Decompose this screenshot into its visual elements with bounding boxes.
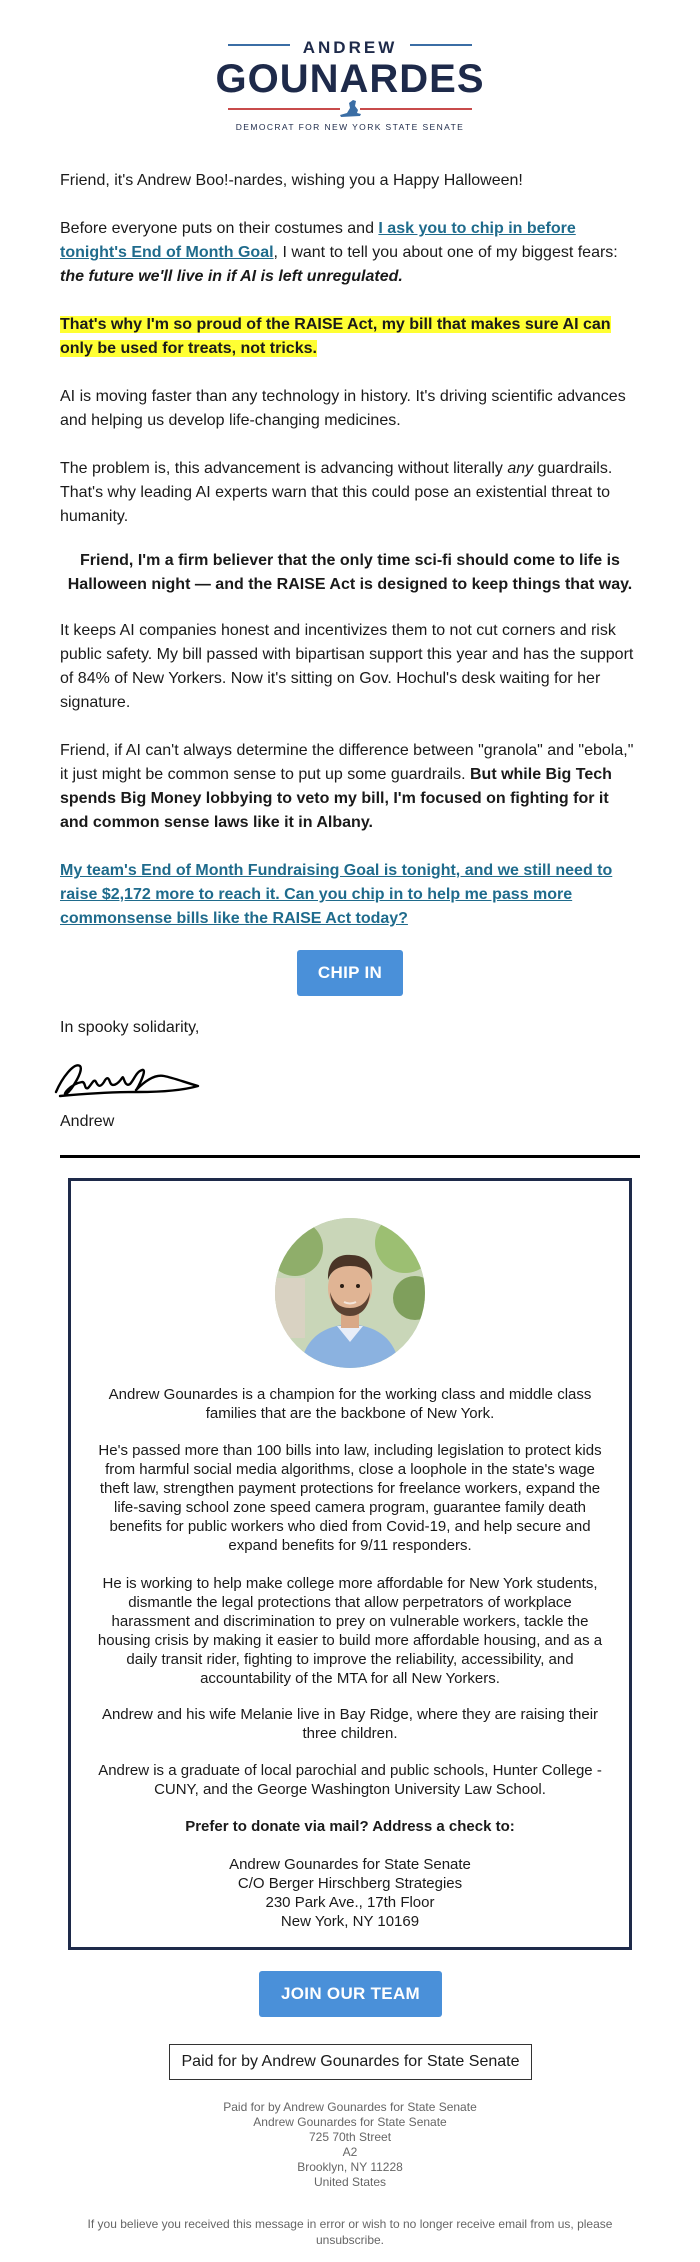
mail-address-line: New York, NY 10169 — [280, 1913, 420, 1930]
footer-line: A2 — [342, 2145, 358, 2159]
mail-heading: Prefer to donate via mail? Address a check to: — [185, 1818, 515, 1835]
chip-in-button[interactable]: CHIP IN — [297, 950, 403, 996]
section-divider — [60, 1155, 640, 1158]
granola-bold: But while Big Tech spends Big Money lobbying to veto my bill, I'm focused on fighting for it and common sense laws like it in Albany. — [60, 766, 612, 831]
signoff-name: Andrew — [60, 1113, 115, 1130]
closing-text: In spooky solidarity, — [60, 1019, 200, 1036]
logo-rule — [228, 108, 340, 110]
bio-paragraph: Andrew and his wife Melanie live in Bay Ridge, where they are raising their three children. — [101, 1706, 599, 1742]
bill-paragraph: It keeps AI companies honest and incentivizes them to not cut corners and risk public safety. My bill passed with bipartisan support this year and has the support of 84% of New Yorkers. Now it's sitting on Gov. Hochul's desk waiting for her signature. — [60, 622, 634, 711]
bio-box — [68, 1178, 632, 1950]
intro-text-cont: , I want to tell you about one of my biggest fears: — [273, 244, 618, 261]
intro-emphasis: the future we'll live in if AI is left unregulated. — [60, 268, 403, 285]
granola-paragraph — [60, 739, 640, 835]
logo-rule — [360, 108, 472, 110]
ai-paragraph: AI is moving faster than any technology in history. It's driving scientific advances and helping us develop life-changing medicines. — [60, 388, 626, 429]
intro-text: Before everyone puts on their costumes and — [60, 220, 379, 237]
logo-first-name: ANDREW — [290, 38, 410, 58]
footer-line: United States — [313, 2175, 387, 2189]
problem-text-cont: guardrails. That's why leading AI experts warn that this could pose an existential threat to humanity. — [60, 460, 613, 525]
fundraising-paragraph — [60, 859, 640, 931]
mail-address-line: C/O Berger Hirschberg Strategies — [237, 1875, 463, 1892]
footer-line: Paid for by Andrew Gounardes for State Senate — [223, 2100, 477, 2114]
intro-paragraph — [60, 217, 640, 289]
bio-paragraph: He's passed more than 100 bills into law, including legislation to protect kids from harmful social media algorithms, close a loophole in the state's wage theft law, strengthen payment protections for freelance workers, expand the life-saving school zone speed camera program, guarantee family death benefits for public workers who died from Covid-19, and help secure and expand benefits for 9/11 responders. — [98, 1442, 602, 1554]
signature-image — [52, 1048, 202, 1104]
problem-paragraph — [60, 457, 640, 529]
problem-text: The problem is, this advancement is advancing without literally — [60, 460, 508, 477]
footer-address — [0, 2100, 700, 2190]
scifi-callout: Friend, I'm a firm believer that the only time sci-fi should come to life is Halloween night — and the RAISE Act is designed to keep things that way. — [67, 552, 633, 593]
new-york-state-icon — [337, 98, 363, 118]
candidate-photo — [275, 1218, 425, 1368]
footer-line: 725 70th Street — [308, 2130, 392, 2144]
mail-address-line: Andrew Gounardes for State Senate — [229, 1856, 471, 1873]
footer-line: Brooklyn, NY 11228 — [297, 2160, 403, 2174]
bio-paragraph: Andrew is a graduate of local parochial and public schools, Hunter College - CUNY, and the George Washington University Law School. — [98, 1762, 602, 1798]
mail-address-line: 230 Park Ave., 17th Floor — [265, 1894, 435, 1911]
greeting-paragraph: Friend, it's Andrew Boo!-nardes, wishing you a Happy Halloween! — [60, 172, 523, 189]
problem-emphasis: any — [507, 460, 534, 477]
campaign-logo — [0, 30, 700, 140]
footer-line: Andrew Gounardes for State Senate — [253, 2115, 447, 2129]
candidate-photo-drawing — [275, 1218, 425, 1368]
raise-act-paragraph — [60, 313, 640, 361]
join-our-team-button[interactable]: JOIN OUR TEAM — [259, 1971, 442, 2017]
bio-paragraph: Andrew Gounardes is a champion for the working class and middle class families that are the backbone of New York. — [108, 1386, 592, 1422]
chip-in-link[interactable]: I ask you to chip in before tonight's End of Month Goal — [60, 220, 576, 261]
granola-text: Friend, if AI can't always determine the difference between "granola" and "ebola," it just might be common sense to put up some guardrails. — [60, 742, 634, 783]
logo-last-name: GOUNARDES — [215, 57, 485, 101]
raise-act-highlight: That's why I'm so proud of the RAISE Act, my bill that makes sure AI can only be used for treats, not tricks. — [60, 316, 611, 357]
fundraising-link[interactable]: My team's End of Month Fundraising Goal is tonight, and we still need to raise $2,172 more to reach it. Can you chip in to help me pass more commonsense bills like the RAISE Act today? — [60, 862, 613, 927]
unsubscribe-notice[interactable]: If you believe you received this message in error or wish to no longer receive email from us, please unsubscribe. — [87, 2217, 613, 2247]
bio-paragraph: He is working to help make college more affordable for New York students, dismantle the legal protections that allow perpetrators of workplace harassment and discrimination to prey on vulnerable workers, tackle the housing crisis by making it easier to build more affordable housing, and as a daily transit rider, fighting to improve the reliability, accessibility, and accountability of the MTA for all New Yorkers. — [97, 1575, 603, 1687]
logo-tagline: DEMOCRAT FOR NEW YORK STATE SENATE — [235, 122, 465, 132]
paid-for-disclaimer: Paid for by Andrew Gounardes for State Senate — [169, 2044, 532, 2080]
